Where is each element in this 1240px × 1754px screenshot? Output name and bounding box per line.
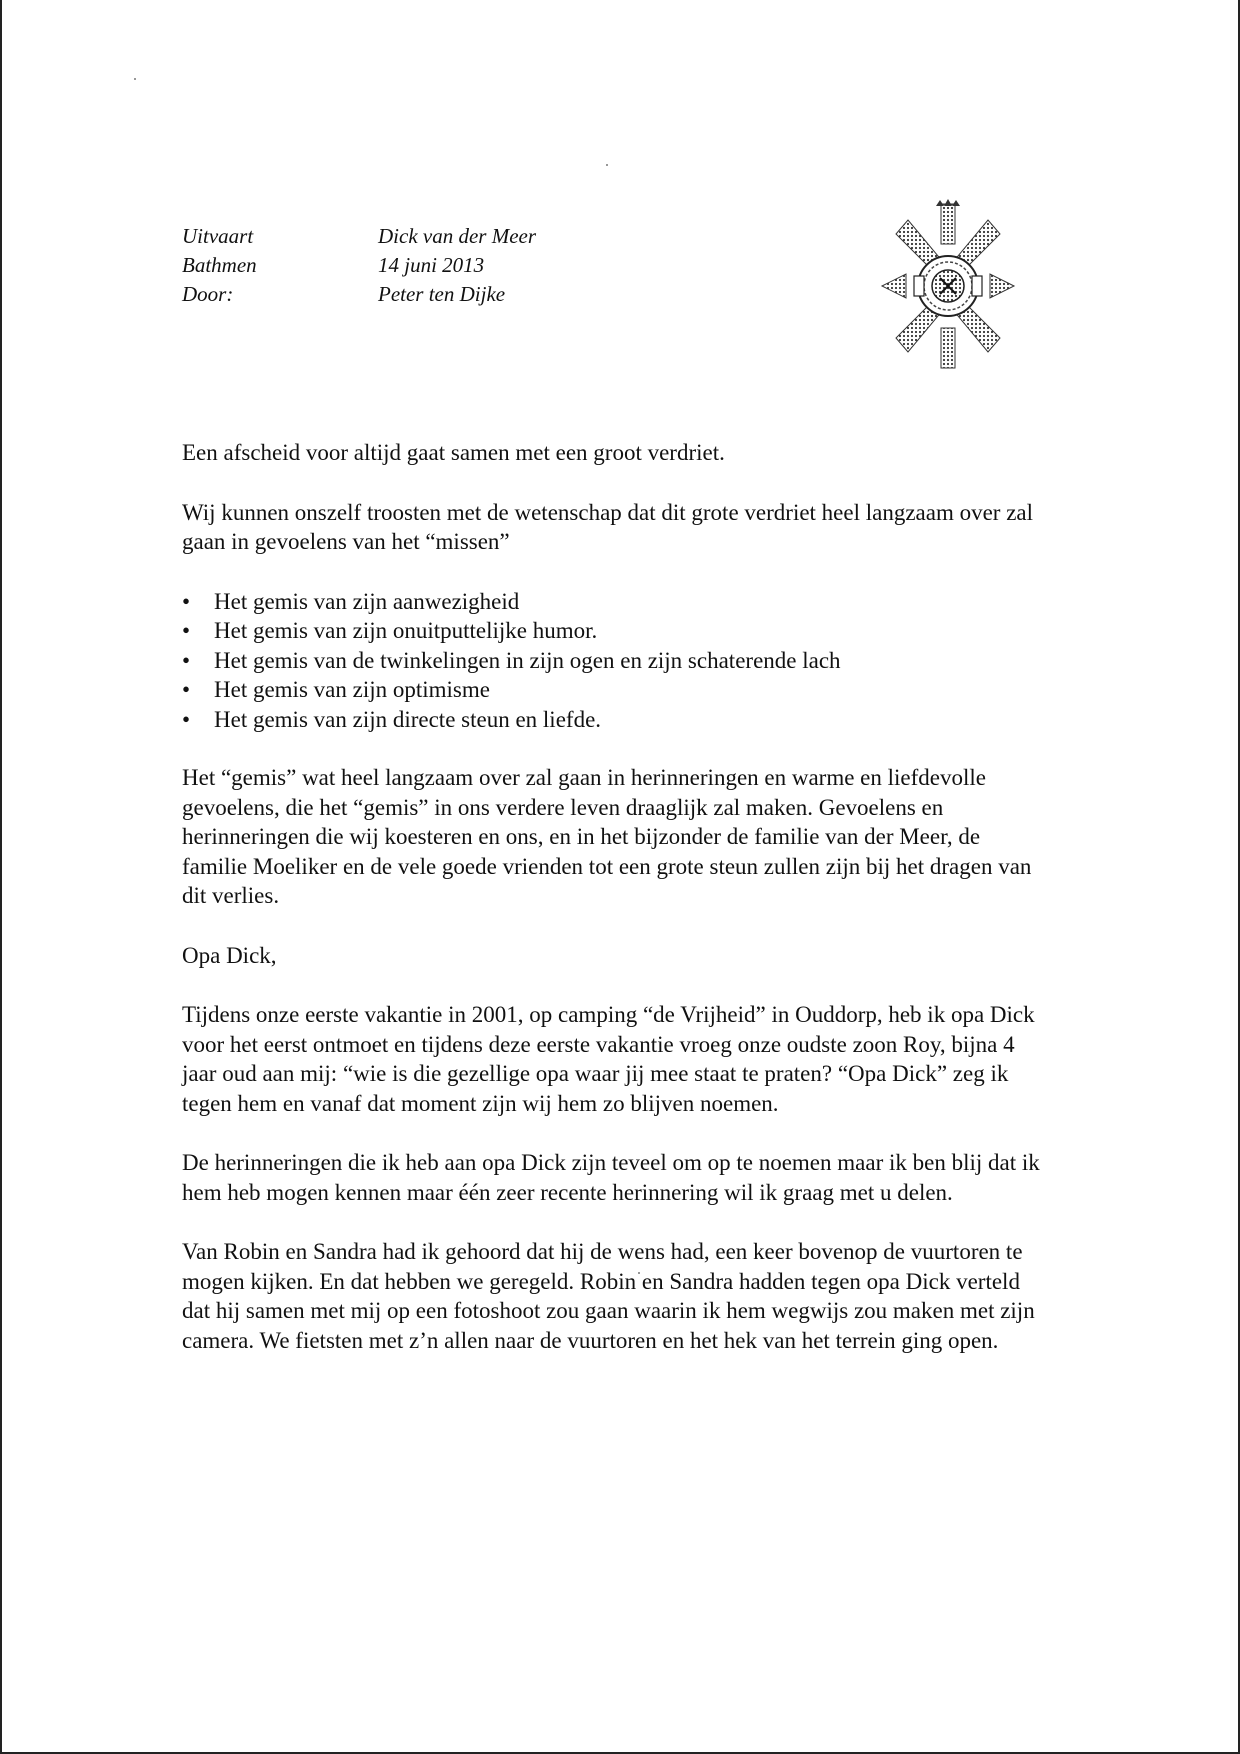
header-label-place: Bathmen <box>182 253 257 277</box>
paragraph-recent-memory: De herinneringen die ik heb aan opa Dick zijn teveel om op te noemen maar ik ben blij dat ik hem heb mogen kennen maar één zeer recente herinnering wil ik graag met u delen. <box>182 1150 1040 1205</box>
missing-list <box>182 587 1042 735</box>
letter-body <box>182 438 1042 1385</box>
header-value-date: 14 juni 2013 <box>378 253 485 277</box>
header-value-author: Peter ten Dijke <box>378 282 506 306</box>
scan-speck <box>134 78 136 80</box>
list-item: • Het gemis van zijn directe steun en liefde. <box>182 705 1042 735</box>
header-value-name: Dick van der Meer <box>378 224 537 248</box>
scan-speck <box>606 164 608 166</box>
list-item: • Het gemis van zijn onuitputtelijke humor. <box>182 616 1042 646</box>
paragraph-memories: Het “gemis” wat heel langzaam over zal gaan in herinneringen en warme en liefdevolle gevoelens, die het “gemis” in ons verdere leven draaglijk zal maken. Gevoelens en herinneringen die wij koesteren en ons, en in het bijzonder de familie van der Meer, de familie Moeliker en de vele goede vrienden tot een grote steun zullen zijn bij het dragen van dit verlies. <box>182 765 1032 908</box>
paragraph-comfort: Wij kunnen onszelf troosten met de wetenschap dat dit grote verdriet heel langzaam over zal gaan in gevoelens van het “missen” <box>182 499 1034 554</box>
clan-crest-icon <box>878 198 1018 374</box>
list-item: • Het gemis van de twinkelingen in zijn ogen en zijn schaterende lach <box>182 646 1042 676</box>
header-label-service: Uitvaart <box>182 224 254 248</box>
list-item: • Het gemis van zijn optimisme <box>182 675 1042 705</box>
list-item: • Het gemis van zijn aanwezigheid <box>182 587 1042 617</box>
paragraph-salutation: Opa Dick, <box>182 942 277 968</box>
paragraph-first-meeting: Tijdens onze eerste vakantie in 2001, op camping “de Vrijheid” in Ouddorp, heb ik opa Dick voor het eerst ontmoet en tijdens deze eerste vakantie vroeg onze oudste zoon Roy, bijna 4 jaar oud aan mij: “wie is die gezellige opa waar jij mee staat te praten? “Opa Dick” zeg ik tegen hem en vanaf dat moment zijn wij hem zo blijven noemen. <box>182 1002 1035 1116</box>
header-label-by: Door: <box>182 282 234 306</box>
letter-header <box>182 222 638 309</box>
paragraph-lighthouse: Van Robin en Sandra had ik gehoord dat hij de wens had, een keer bovenop de vuurtoren te mogen kijken. En dat hebben we geregeld. Robin en Sandra hadden tegen opa Dick verteld dat hij samen met mij op een fotoshoot zou gaan waarin ik hem wegwijs zou maken met zijn camera. We fietsten met z’n allen naar de vuurtoren en het hek van het terrein ging open. <box>182 1239 1035 1353</box>
paragraph-farewell: Een afscheid voor altijd gaat samen met een groot verdriet. <box>182 440 725 465</box>
